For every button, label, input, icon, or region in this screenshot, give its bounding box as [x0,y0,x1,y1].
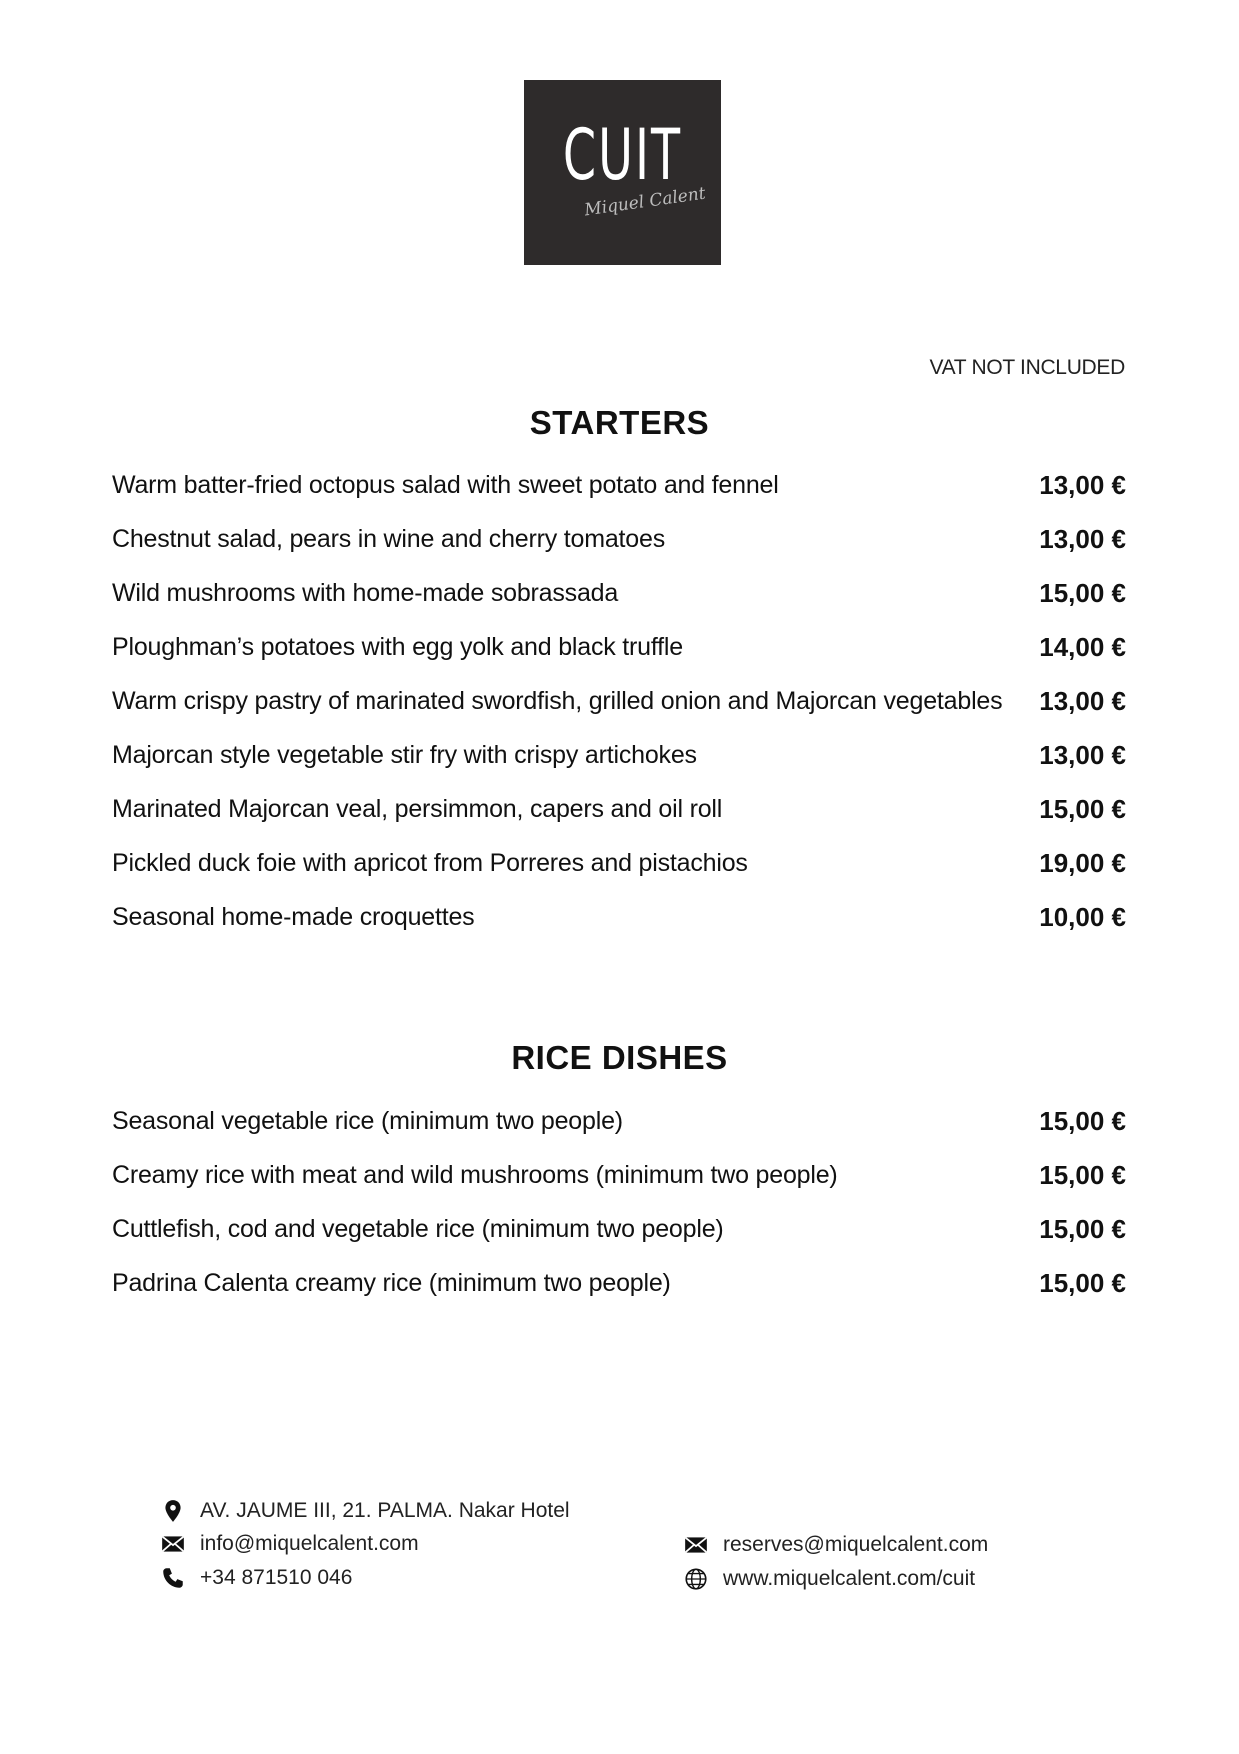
menu-item [112,512,1126,566]
menu-item [112,620,1126,674]
item-name: Padrina Calenta creamy rice (minimum two people) [112,1268,671,1297]
item-name: Pickled duck foie with apricot from Porreres and pistachios [112,848,748,877]
contact-email [160,1527,419,1561]
menu-item [112,890,1126,944]
logo-signature: Miquel Calent [583,183,707,221]
globe-icon [683,1566,709,1592]
item-price: 15,00 € [1039,1213,1126,1244]
menu-item [112,728,1126,782]
website-link[interactable]: www.miquelcalent.com/cuit [723,1567,976,1590]
rice-dishes-list [112,1094,1126,1310]
section-title-starters: STARTERS [529,404,710,441]
contact-address [160,1494,570,1528]
item-price: 15,00 € [1039,577,1126,608]
section-title-rice-dishes: RICE DISHES [511,1039,728,1076]
menu-item [112,1094,1126,1148]
menu-item [112,1202,1126,1256]
menu-item [112,566,1126,620]
envelope-icon [160,1531,186,1557]
menu-item [112,458,1126,512]
restaurant-logo [524,80,721,265]
starters-list [112,458,1126,944]
item-price: 15,00 € [1039,793,1126,824]
item-name: Seasonal home-made croquettes [112,902,475,931]
logo-wordmark: CUIT [562,114,683,196]
address-text: AV. JAUME III, 21. PALMA. Nakar Hotel [200,1499,570,1522]
item-name: Majorcan style vegetable stir fry with crispy artichokes [112,740,697,769]
vat-note: VAT NOT INCLUDED [929,356,1125,379]
contact-reservations [683,1528,988,1562]
item-name: Creamy rice with meat and wild mushrooms (minimum two people) [112,1160,838,1189]
reservations-email-link[interactable]: reserves@miquelcalent.com [723,1533,989,1556]
item-price: 15,00 € [1039,1267,1126,1298]
menu-item [112,782,1126,836]
contact-phone [160,1561,352,1595]
item-name: Chestnut salad, pears in wine and cherry tomatoes [112,524,666,553]
phone-icon [160,1565,186,1591]
menu-item [112,674,1126,728]
item-name: Warm batter-fried octopus salad with sweet potato and fennel [112,470,779,499]
item-price: 13,00 € [1039,739,1126,770]
item-price: 13,00 € [1039,469,1126,500]
item-price: 13,00 € [1039,685,1126,716]
location-pin-icon [160,1498,186,1524]
item-name: Cuttlefish, cod and vegetable rice (minimum two people) [112,1214,724,1243]
menu-item [112,1256,1126,1310]
item-price: 13,00 € [1039,523,1126,554]
item-name: Ploughman’s potatoes with egg yolk and black truffle [112,632,683,661]
item-price: 14,00 € [1039,631,1126,662]
item-price: 15,00 € [1039,1105,1126,1136]
envelope-icon [683,1532,709,1558]
email-link[interactable]: info@miquelcalent.com [200,1532,419,1555]
contact-website [683,1562,975,1596]
item-name: Marinated Majorcan veal, persimmon, capers and oil roll [112,794,723,823]
item-price: 15,00 € [1039,1159,1126,1190]
item-name: Seasonal vegetable rice (minimum two people) [112,1106,623,1135]
menu-item [112,836,1126,890]
item-price: 10,00 € [1039,901,1126,932]
phone-text: +34 871510 046 [200,1566,353,1589]
item-name: Wild mushrooms with home-made sobrassada [112,578,619,607]
menu-item [112,1148,1126,1202]
item-price: 19,00 € [1039,847,1126,878]
item-name: Warm crispy pastry of marinated swordfish, grilled onion and Majorcan vegetables [112,686,1003,715]
